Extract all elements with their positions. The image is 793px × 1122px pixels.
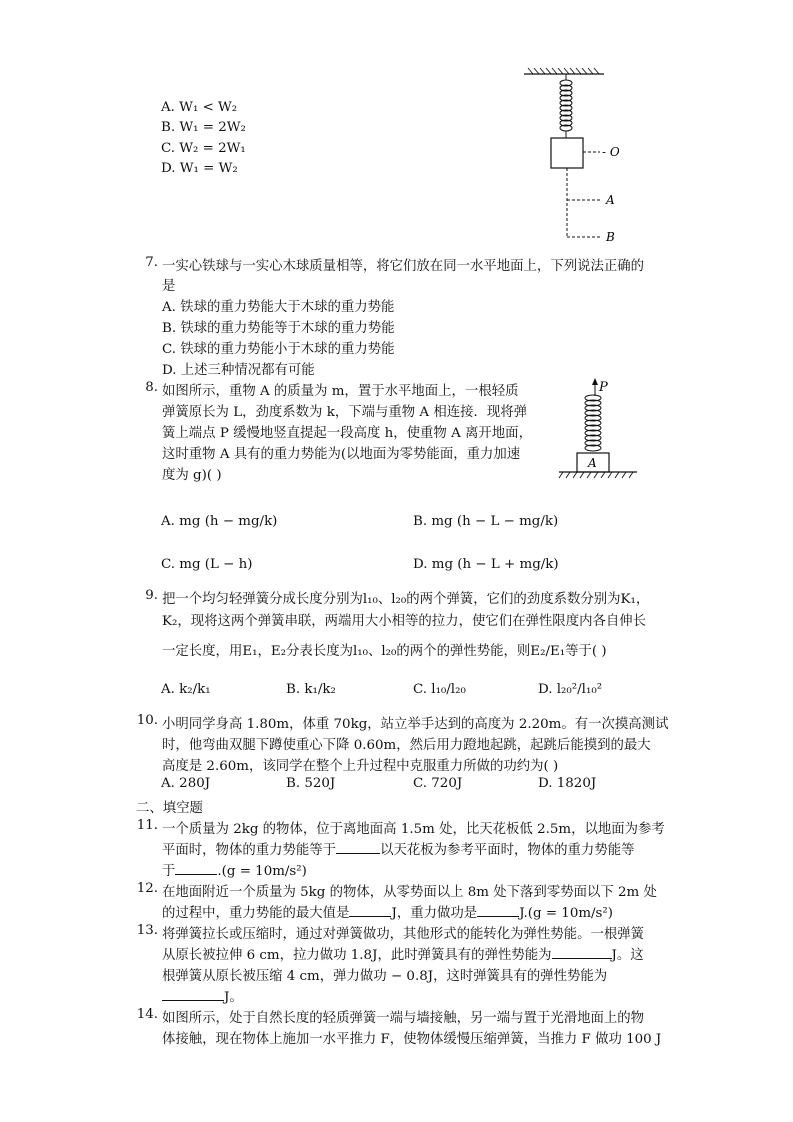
label-a: A [588,456,597,470]
q9-option-a: A. k₂/k₁ [161,682,211,697]
question-number: 8. [145,380,158,395]
q10-option-a: A. 280J [161,776,211,791]
q13-text-c: J。 [224,990,243,1005]
q13-text-b: J。这 [611,948,644,963]
q10-option-b: B. 520J [286,776,336,791]
answer-blank[interactable] [552,946,612,959]
question-number: 12. [136,881,158,896]
q12-line-2 [162,902,613,921]
q11-line-2 [162,839,635,858]
q12-text-b: J，重力做功是 [391,906,478,921]
q9-option-d: D. l₂₀²/l₁₀² [538,682,603,697]
q10-line-1: 小明同学身高 1.80m，体重 70kg，站立举手达到的高度为 2.20m。有一次摸高测试 [162,717,669,732]
q11-text-c: 于 [162,864,176,879]
q8-option-b: B. mg (h − L − mg/k) [413,514,559,529]
q8-option-d: D. mg (h − L + mg/k) [413,557,559,572]
q10-option-d: D. 1820J [538,776,597,791]
q12-text-c: J.(g = 10m/s²) [519,906,614,921]
answer-blank[interactable] [162,988,224,1001]
q8-line-5: 度为 g)( ) [162,468,222,483]
q13-line-2 [162,944,644,963]
q8-option-c: C. mg (L − h) [161,557,253,572]
q13-line-3: 根弹簧从原长被压缩 4 cm，弹力做功 − 0.8J，这时弹簧具有的弹性势能为 [162,969,608,984]
q8-line-1: 如图所示，重物 A 的质量为 m，置于水平地面上，一根轻质 [162,384,519,399]
q10-line-2: 时，他弯曲双腿下蹲使重心下降 0.60m，然后用力蹬地起跳，起跳后能摸到的最大 [162,738,651,753]
question-number: 9. [145,588,158,603]
q13-text-a: 从原长被拉伸 6 cm，拉力做功 1.8J，此时弹簧具有的弹性势能为 [162,948,552,963]
label-o: - O [602,145,620,159]
q11-text-a: 平面时，物体的重力势能等于 [162,843,337,858]
spring-block-figure [555,378,645,482]
q6-option-c: C. W₂ = 2W₁ [161,141,246,156]
q9-line-2: K₂，现将这两个弹簧串联，两端用大小相等的拉力，使它们在弹性限度内各自伸长 [162,614,647,629]
q7-line-2: 是 [162,279,176,294]
q10-option-c: C. 720J [413,776,463,791]
q8-line-2: 弹簧原长为 L，劲度系数为 k，下端与重物 A 相连接．现将弹 [162,405,528,420]
question-number: 10. [136,713,158,728]
q12-line-1: 在地面附近一个质量为 5kg 的物体，从零势面以上 8m 处下落到零势面以下 2m 处 [162,885,657,900]
q11-text-b: 以天花板为参考平面时，物体的重力势能等 [380,843,635,858]
q9-option-c: C. l₁₀/l₂₀ [413,682,466,697]
label-p: P [599,380,608,395]
answer-blank[interactable] [336,841,380,854]
question-number: 13. [136,923,158,938]
question-number: 7. [145,255,158,270]
answer-blank[interactable] [175,862,217,875]
q7-option-b: B. 铁球的重力势能等于木球的重力势能 [162,321,395,336]
q6-option-b: B. W₁ = 2W₂ [161,120,246,135]
q8-line-4: 这时重物 A 具有的重力势能为(以地面为零势能面，重力加速 [162,447,521,462]
q8-option-a: A. mg (h − mg/k) [161,514,278,529]
answer-blank[interactable] [349,904,391,917]
q11-line-3 [162,860,307,879]
spring-hanging-figure [520,66,630,246]
q7-option-a: A. 铁球的重力势能大于木球的重力势能 [162,300,395,315]
question-number: 11. [136,818,158,833]
q7-option-d: D. 上述三种情况都有可能 [162,363,315,378]
q8-line-3: 簧上端点 P 缓慢地竖直提起一段高度 h，使重物 A 离开地面， [162,426,532,441]
q14-line-2: 体接触，现在物体上施加一水平推力 F，使物体缓慢压缩弹簧，当推力 F 做功 100 J [162,1032,662,1047]
q6-option-a: A. W₁ < W₂ [161,100,238,115]
q10-line-3: 高度是 2.60m，该同学在整个上升过程中克服重力所做的功约为( ) [162,759,559,774]
q9-line-3: 一定长度，用E₁，E₂分表长度为l₁₀、l₂₀的两个的弹性势能，则E₂/E₁等于( ) [162,644,607,659]
section-heading: 二、填空题 [136,801,203,816]
q9-line-1: 把一个均匀轻弹簧分成长度分别为l₁₀、l₂₀的两个弹簧，它们的劲度系数分别为K₁， [162,592,650,607]
q14-line-1: 如图所示，处于自然长度的轻质弹簧一端与墙接触，另一端与置于光滑地面上的物 [162,1011,645,1026]
answer-blank[interactable] [477,904,519,917]
q11-line-1: 一个质量为 2kg 的物体，位于离地面高 1.5m 处，比天花板低 2.5m，以地面为参考 [162,822,665,837]
label-a: A [606,193,615,207]
label-b: B [606,230,615,244]
q11-text-d: .(g = 10m/s²) [217,864,307,879]
q9-option-b: B. k₁/k₂ [286,682,336,697]
q13-line-4 [162,986,243,1005]
q7-option-c: C. 铁球的重力势能小于木球的重力势能 [162,342,395,357]
q13-line-1: 将弹簧拉长或压缩时，通过对弹簧做功，其他形式的能转化为弹性势能。一根弹簧 [162,927,645,942]
question-number: 14. [136,1007,158,1022]
q7-line-1: 一实心铁球与一实心木球质量相等，将它们放在同一水平地面上，下列说法正确的 [162,259,645,274]
q12-text-a: 的过程中，重力势能的最大值是 [162,906,350,921]
q6-option-d: D. W₁ = W₂ [161,161,238,176]
